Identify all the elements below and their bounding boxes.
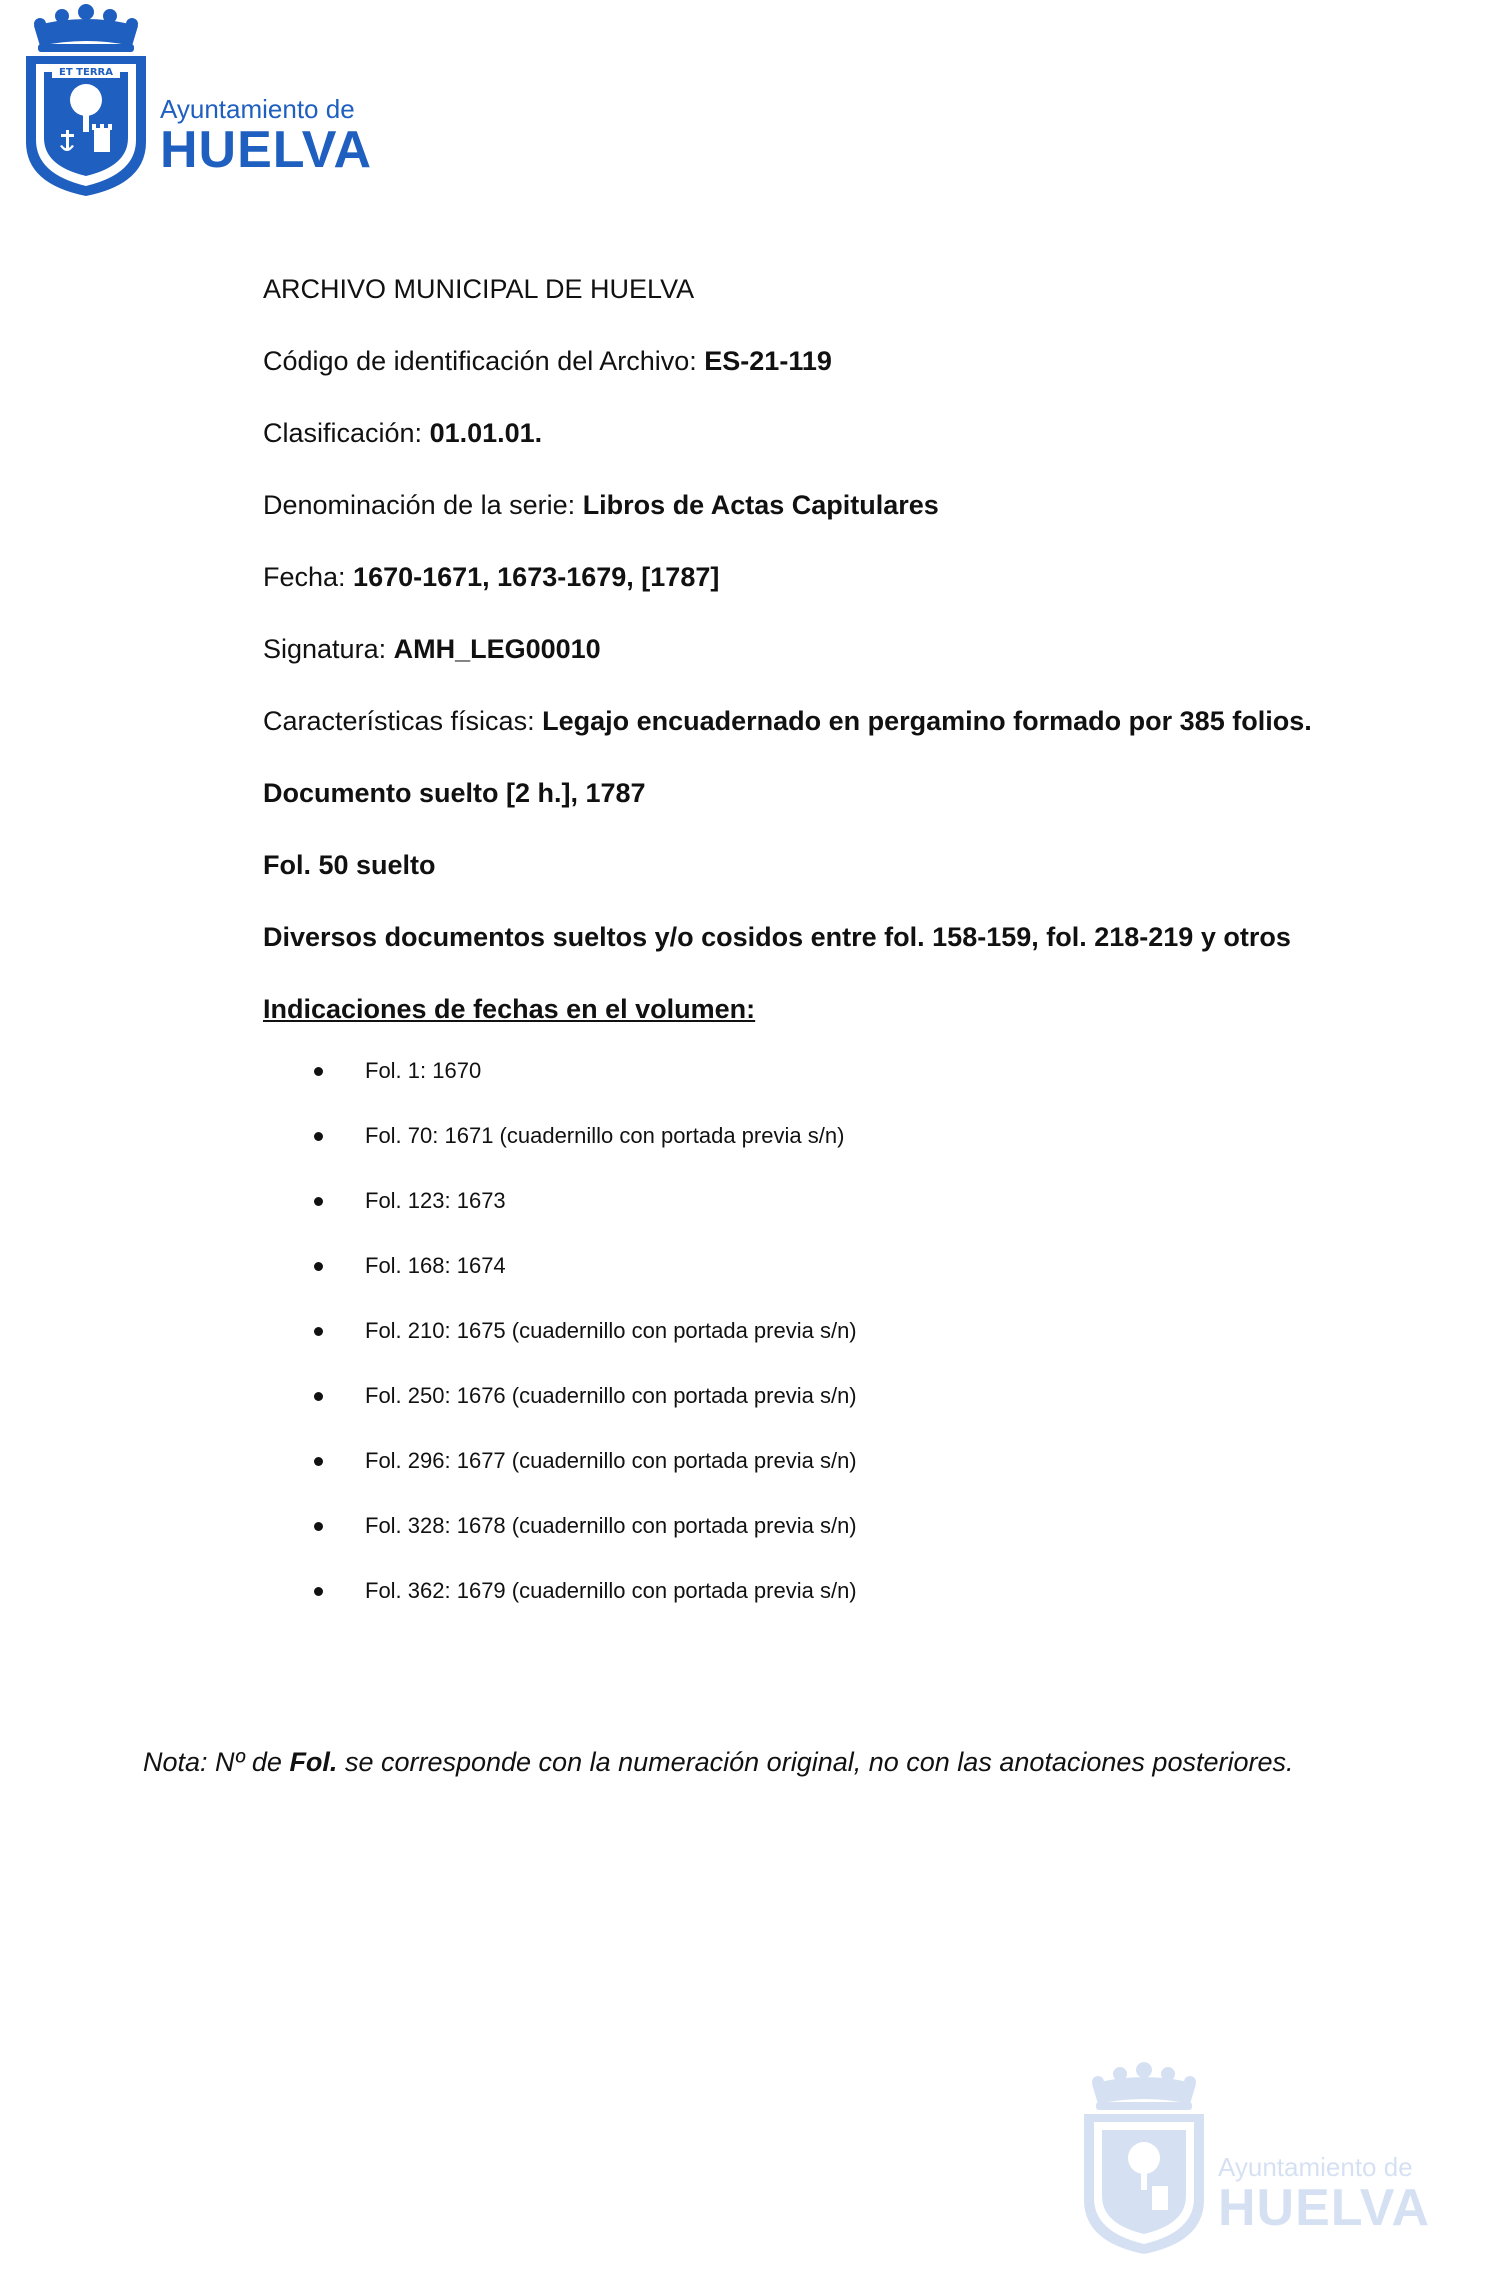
list-item: Fol. 168: 1674 (263, 1251, 1403, 1316)
archive-title: ARCHIVO MUNICIPAL DE HUELVA (263, 274, 695, 304)
coat-of-arms-icon (22, 2, 150, 198)
watermark-logo (1080, 2060, 1430, 2256)
bullet-icon (314, 1067, 323, 1076)
list-item: Fol. 1: 1670 (263, 1056, 1403, 1121)
logo-line2: HUELVA (160, 121, 373, 179)
list-item: Fol. 296: 1677 (cuadernillo con portada previa s/n) (263, 1446, 1403, 1511)
fol-suelto-line: Fol. 50 suelto (263, 850, 436, 880)
fecha-line: Fecha: 1670-1671, 1673-1679, [1787] (263, 562, 720, 592)
bullet-icon (314, 1327, 323, 1336)
list-item: Fol. 123: 1673 (263, 1186, 1403, 1251)
list-item: Fol. 250: 1676 (cuadernillo con portada previa s/n) (263, 1381, 1403, 1446)
bullet-icon (314, 1457, 323, 1466)
clasificacion-line: Clasificación: 01.01.01. (263, 418, 543, 448)
watermark-wordmark (1218, 2152, 1431, 2237)
logo-line1: Ayuntamiento de (160, 94, 355, 124)
logo-wordmark (160, 94, 373, 179)
dates-list (263, 1056, 1403, 1641)
bullet-icon (314, 1197, 323, 1206)
codigo-line: Código de identificación del Archivo: ES-21-119 (263, 346, 832, 376)
shield-text-left: PORTUS MARIS (26, 72, 35, 132)
diversos-line: Diversos documentos sueltos y/o cosidos entre fol. 158-159, fol. 218-219 y otros (263, 922, 1291, 952)
dates-heading: Indicaciones de fechas en el volumen: (263, 994, 756, 1024)
watermark-line1: Ayuntamiento de (1218, 2152, 1413, 2182)
bullet-icon (314, 1262, 323, 1271)
bullet-icon (314, 1132, 323, 1141)
denominacion-line: Denominación de la serie: Libros de Actas Capitulares (263, 490, 939, 520)
list-item: Fol. 210: 1675 (cuadernillo con portada previa s/n) (263, 1316, 1403, 1381)
document-body (263, 272, 1403, 1641)
shield-text-right: CUSTODIA (137, 92, 146, 134)
list-item: Fol. 70: 1671 (cuadernillo con portada previa s/n) (263, 1121, 1403, 1186)
ayuntamiento-logo (22, 2, 372, 198)
coat-of-arms-watermark-icon (1080, 2060, 1208, 2256)
signatura-line: Signatura: AMH_LEG00010 (263, 634, 601, 664)
bullet-icon (314, 1587, 323, 1596)
bullet-icon (314, 1392, 323, 1401)
list-item: Fol. 328: 1678 (cuadernillo con portada previa s/n) (263, 1511, 1403, 1576)
footnote: Nota: Nº de Fol. se corresponde con la numeración original, no con las anotaciones posteriores. (143, 1747, 1294, 1777)
documento-suelto-line: Documento suelto [2 h.], 1787 (263, 778, 646, 808)
list-item: Fol. 362: 1679 (cuadernillo con portada previa s/n) (263, 1576, 1403, 1641)
watermark-line2: HUELVA (1218, 2179, 1431, 2237)
bullet-icon (314, 1522, 323, 1531)
caracteristicas-line: Características físicas: Legajo encuadernado en pergamino formado por 385 folios. (263, 706, 1312, 736)
shield-text-top: ET TERRA (59, 67, 113, 78)
